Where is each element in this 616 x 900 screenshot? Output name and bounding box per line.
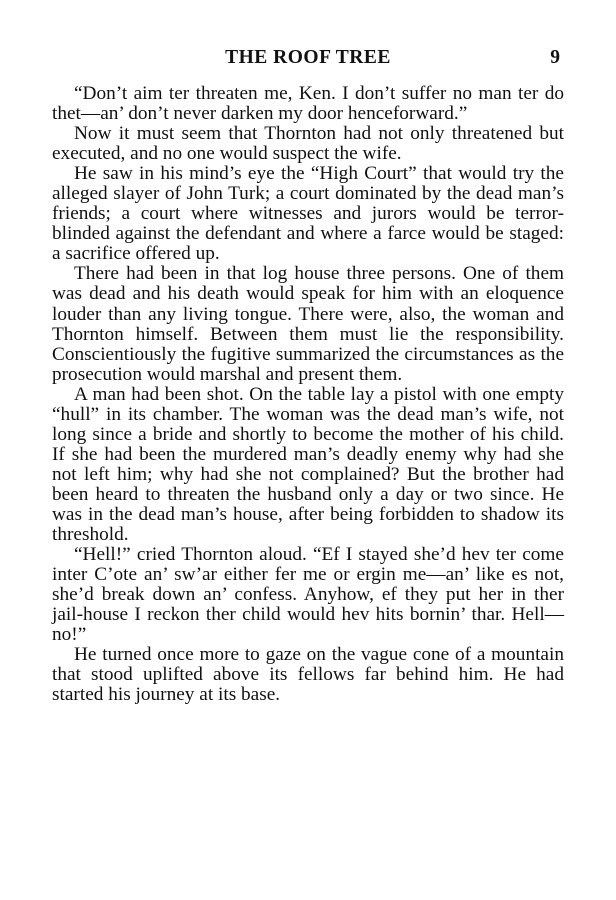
paragraph: “Don’t aim ter threaten me, Ken. I don’t suffer no man ter do thet—an’ don’t never darken my door henceforward.” <box>52 83 564 125</box>
running-title: THE ROOF TREE <box>225 47 391 68</box>
body-text <box>52 84 564 705</box>
paragraph: A man had been shot. On the table lay a pistol with one empty “hull” in its chamber. The woman was the dead man’s wife, not long since a bride and shortly to become the mother of his child. If she had been the murdered man’s deadly enemy why had she not left him; why had she not complained? But the brother had been heard to threaten the husband only a day or two since. He was in the dead man’s house, after being forbidden to shadow its threshold. <box>52 383 564 546</box>
paragraph: He saw in his mind’s eye the “High Court” that would try the alleged slayer of John Turk; a court dominated by the dead man’s friends; a court where witnesses and jurors would be terror-blinded against the defendant and where a farce would be staged: a sacrifice offered up. <box>52 163 564 265</box>
page-header <box>52 44 564 72</box>
paragraph: Now it must seem that Thornton had not only threatened but executed, and no one would suspect the wife. <box>52 123 564 165</box>
page-number: 9 <box>550 47 560 68</box>
paragraph: There had been in that log house three persons. One of them was dead and his death would speak for him with an eloquence louder than any living tongue. There were, also, the woman and Thornton himself. Between them must lie the responsibility. Conscientiously the fugitive summarized the circumstances as the prosecution would marshal and present them. <box>52 263 564 385</box>
paragraph: “Hell!” cried Thornton aloud. “Ef I stayed she’d hev ter come inter C’ote an’ sw’ar either fer me or ergin me—an’ like es not, she’d break down an’ confess. Anyhow, ef they put her in ther jail-house I reckon ther child would hev hits bornin’ thar. Hell—no!” <box>52 544 564 646</box>
paragraph: He turned once more to gaze on the vague cone of a mountain that stood uplifted above its fellows far behind him. He had started his journey at its base. <box>52 644 564 706</box>
